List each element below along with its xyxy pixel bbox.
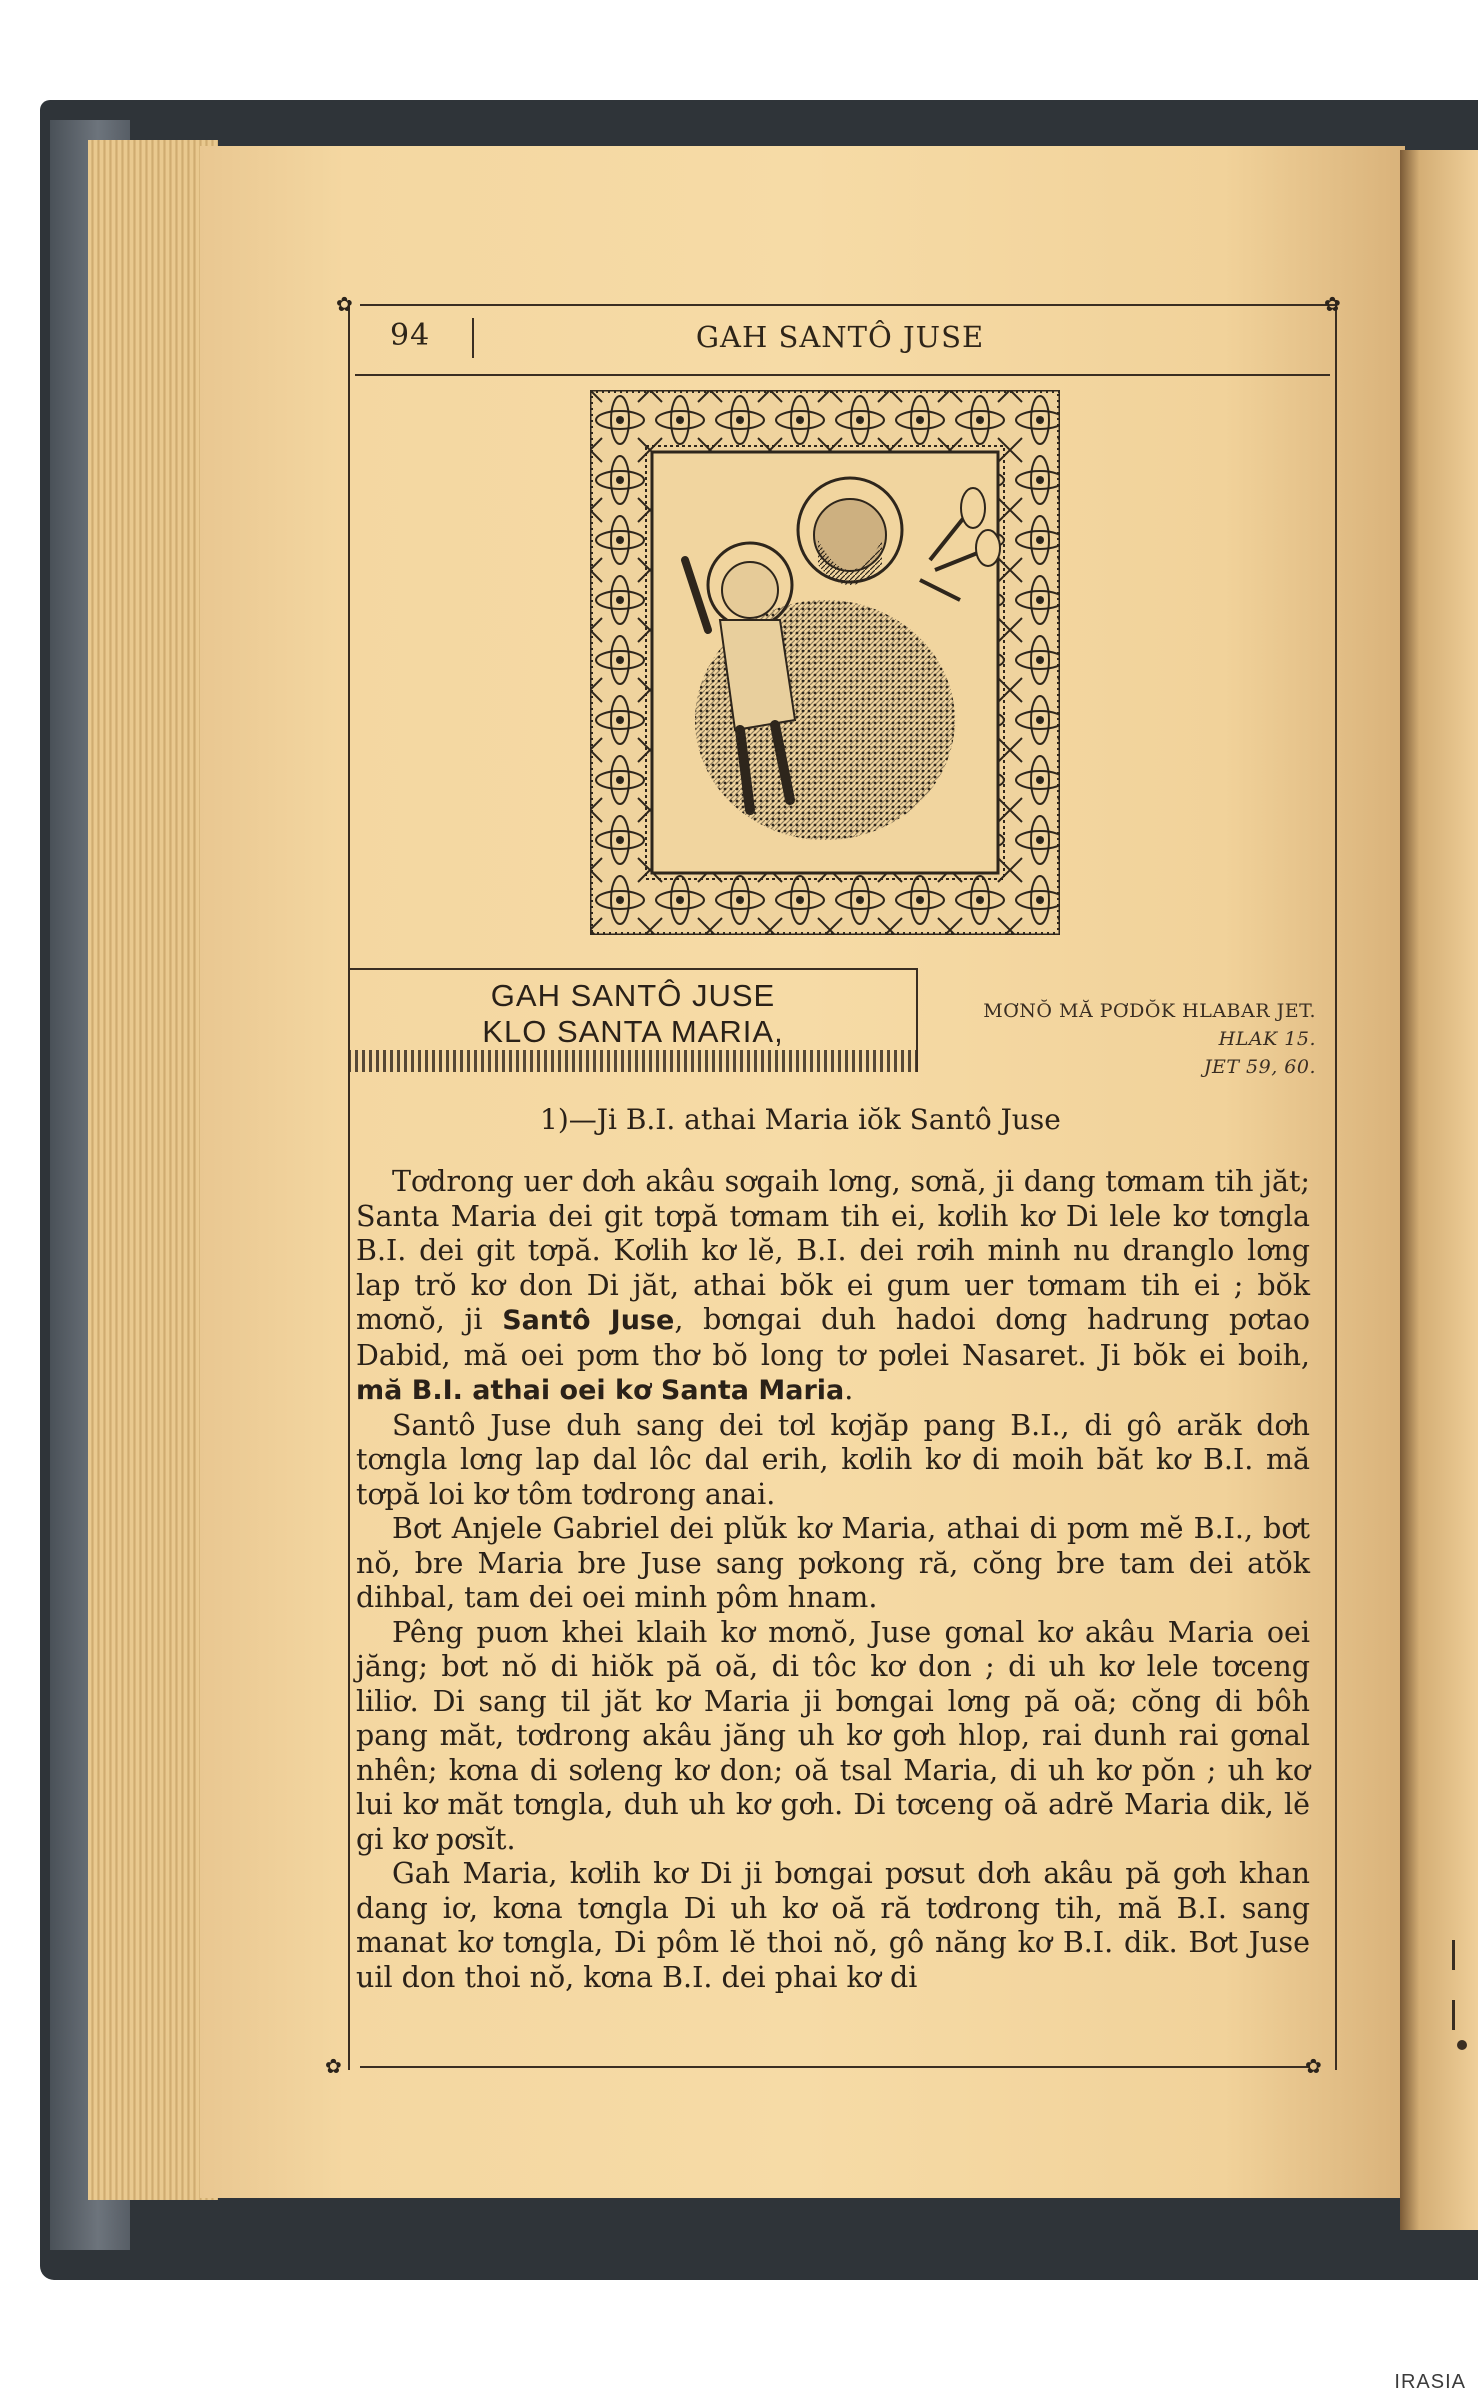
top-rule bbox=[360, 304, 1335, 306]
saint-joseph-engraving bbox=[590, 390, 1060, 935]
paragraph-text: Tơdrong uer dơh akâu sơgaih lơng, sơnă, ji dang tơmam tih jăt; Santa Maria dei git tơpă tơmam tih ei, kơlih kơ Di lele kơ tơngla B.I. dei git tơpă. Kơlih kơ lĕ, B.I. dei rơih minh nu dranglo lơng lap trŏ kơ don Di jăt, athai bŏk ei gum uer tơmam tih ei ; bŏk mơnŏ, ji bbox=[356, 1165, 1310, 1336]
paragraph-text: . bbox=[844, 1373, 854, 1406]
flower-ornament-icon: ✿ bbox=[1324, 292, 1341, 316]
header-rule bbox=[355, 374, 1330, 376]
flower-ornament-icon: ✿ bbox=[1305, 2054, 1322, 2078]
paragraph: Gah Maria, kơlih kơ Di ji bơngai pơsut dơh akâu pă gơh khan dang iơ, kơna tơngla Di uh kơ oă ră tơdrong tih, mă B.I. sang manat kơ tơngla, Di pôm lĕ thoi nŏ, gô năng kơ B.I. dik. Bơt Juse uil don thoi nŏ, kơna B.I. dei phai kơ di bbox=[356, 1857, 1310, 1994]
flower-ornament-icon: ✿ bbox=[325, 2054, 342, 2078]
facing-page-marks bbox=[1448, 1940, 1472, 2080]
facing-page-edge bbox=[1400, 150, 1478, 2230]
body-text bbox=[356, 1165, 1310, 1995]
paragraph: Pêng puơn khei klaih kơ mơnŏ, Juse gơnal kơ akâu Maria oei jăng; bơt nŏ di hiŏk pă oă, di tôc kơ don ; di uh kơ lele tơceng liliơ. Di sang til jăt kơ Maria ji bơngai lơng pă oă; cŏng di bôh pang măt, tơdrong akâu jăng uh kơ gơh hlop, rai dunh rai gơnal nhên; kơna di sơleng kơ don; oă tsal Maria, di uh kơ pŏn ; uh kơ lui kơ măt tơngla, duh uh kơ gơh. Di tơceng oă adrĕ Maria dik, lĕ gi kơ pơsĭt. bbox=[356, 1615, 1310, 1856]
bottom-rule bbox=[360, 2066, 1310, 2068]
title-ornament-border bbox=[348, 1050, 916, 1072]
paragraph-text: , bơngai duh hadoi dơng hadrung pơtao Dabid, mă oei pơm thơ bŏ long tơ pơlei Nasaret. Ji bŏk ei boih, bbox=[356, 1303, 1310, 1372]
paragraph: Santô Juse duh sang dei tơl kơjăp pang B.I., di gô arăk dơh tơngla lơng lap dal lôc dal erih, kơlih kơ di moih băt kơ B.I. mă tơpă loi kơ tôm tơdrong anai. bbox=[356, 1408, 1310, 1511]
page-edges bbox=[88, 140, 218, 2200]
paragraph bbox=[356, 1165, 1310, 1409]
chapter-title-line-1: GAH SANTÔ JUSE bbox=[490, 978, 776, 1013]
watermark: IRASIA bbox=[1394, 2371, 1466, 2393]
bold-text: Santô Juse bbox=[502, 1305, 675, 1336]
paragraph: Bơt Anjele Gabriel dei plŭk kơ Maria, athai di pơm mĕ B.I., bơt nŏ, bre Maria bre Juse sang pơkong ră, cŏng bre tam dei atŏk dihbal, tam dei oei minh pôm hnam. bbox=[356, 1512, 1310, 1614]
flower-ornament-icon: ✿ bbox=[336, 292, 353, 316]
scripture-reference-chapter: HLAK 15. bbox=[1218, 1028, 1316, 1050]
scripture-reference-verses: JET 59, 60. bbox=[1203, 1056, 1316, 1078]
scripture-reference: MƠNŎ MĂ PƠDŎK HLABAR JET. bbox=[983, 1000, 1316, 1022]
bold-text: mă B.I. athai oei kơ Santa Maria bbox=[356, 1375, 845, 1406]
chapter-title-line-2: KLO SANTA MARIA, bbox=[482, 1014, 784, 1049]
running-head: GAH SANTÔ JUSE bbox=[695, 320, 985, 354]
section-heading: 1)—Ji B.I. athai Maria iŏk Santô Juse bbox=[540, 1103, 1061, 1136]
page-number: 94 bbox=[390, 318, 431, 353]
header-separator bbox=[472, 318, 474, 358]
